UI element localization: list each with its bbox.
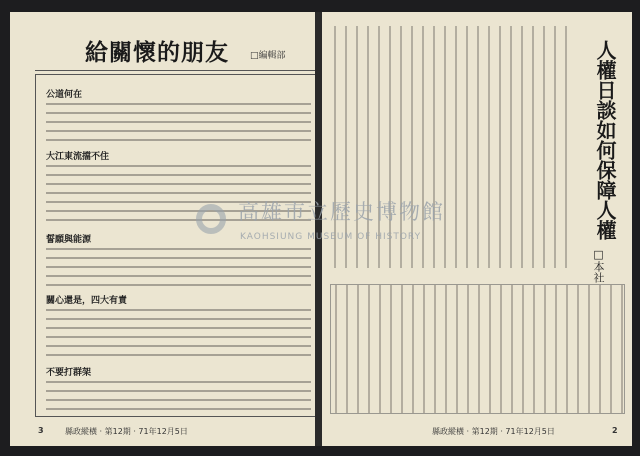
page-number: 2	[612, 426, 618, 435]
section-heading: 不要打群架	[46, 368, 92, 378]
article-title: 人權日談如何保障人權	[593, 40, 617, 240]
body-text	[330, 284, 625, 414]
body-text	[46, 245, 311, 289]
right-page	[322, 12, 632, 446]
page-number: 3	[38, 426, 44, 435]
watermark-english: KAOHSIUNG MUSEUM OF HISTORY	[240, 232, 422, 242]
footer: 縣政縱橫 · 第12期 · 71年12月5日	[65, 427, 188, 436]
section-heading: 誓願與能源	[46, 235, 92, 245]
section-heading: 關心還是，四大有責	[46, 296, 128, 306]
article-body	[35, 74, 318, 417]
byline: □編輯部	[250, 51, 286, 61]
body-text	[46, 378, 311, 414]
article-title: 給關懷的朋友	[85, 40, 229, 66]
byline: □本社	[592, 248, 605, 283]
section-heading: 大江東流擋不住	[46, 152, 110, 162]
museum-logo-icon	[196, 204, 226, 234]
watermark: 高雄市立歷史博物館	[238, 200, 445, 224]
spine	[315, 12, 322, 446]
footer: 縣政縱橫 · 第12期 · 71年12月5日	[432, 427, 555, 436]
left-page	[10, 12, 315, 446]
divider	[35, 70, 315, 71]
body-text	[46, 306, 311, 361]
body-text	[46, 100, 311, 145]
section-heading: 公道何在	[46, 90, 83, 100]
